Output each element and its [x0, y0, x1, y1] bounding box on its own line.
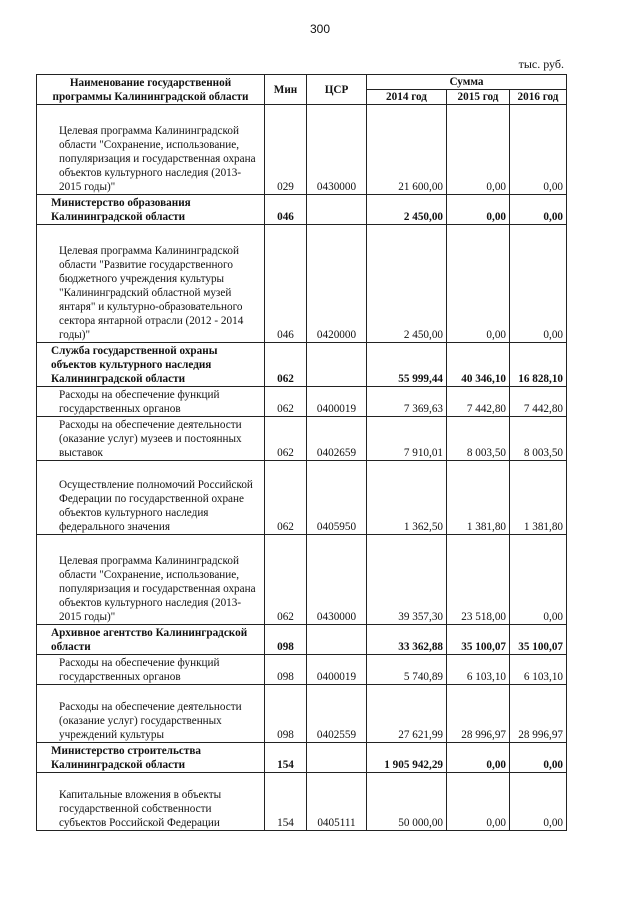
row-min: 062: [265, 343, 307, 387]
row-name: Целевая программа Калининградской области "Сохранение, использование, популяризация и государственная охрана объектов культурного наследия (2013-2015 годы)": [37, 105, 265, 195]
row-2014: 5 740,89: [367, 655, 447, 685]
table-row: [37, 773, 567, 831]
row-2014: 55 999,44: [367, 343, 447, 387]
table-row: [37, 105, 567, 195]
row-2014: 2 450,00: [367, 195, 447, 225]
row-min: 154: [265, 743, 307, 773]
row-2014: 7 910,01: [367, 417, 447, 461]
table-row: [37, 743, 567, 773]
row-csr: 0420000: [307, 225, 367, 343]
row-2014: 39 357,30: [367, 535, 447, 625]
row-2016: 1 381,80: [510, 461, 567, 535]
row-min: 029: [265, 105, 307, 195]
row-min: 046: [265, 225, 307, 343]
row-2016: 16 828,10: [510, 343, 567, 387]
row-2015: 35 100,07: [447, 625, 510, 655]
row-min: 046: [265, 195, 307, 225]
table-row: [37, 343, 567, 387]
row-csr: 0430000: [307, 105, 367, 195]
row-csr: [307, 625, 367, 655]
row-2015: 8 003,50: [447, 417, 510, 461]
row-name: Служба государственной охраны объектов культурного наследия Калининградской области: [37, 343, 265, 387]
row-2015: 28 996,97: [447, 685, 510, 743]
row-name: Расходы на обеспечение деятельности (оказание услуг) музеев и постоянных выставок: [37, 417, 265, 461]
row-csr: [307, 743, 367, 773]
row-2016: 0,00: [510, 743, 567, 773]
row-csr: 0402659: [307, 417, 367, 461]
row-csr: [307, 195, 367, 225]
header-min: Мин: [265, 75, 307, 105]
row-min: 062: [265, 461, 307, 535]
row-2014: 33 362,88: [367, 625, 447, 655]
row-name: Расходы на обеспечение функций государственных органов: [37, 387, 265, 417]
row-2015: 6 103,10: [447, 655, 510, 685]
header-sum: Сумма: [367, 75, 567, 90]
row-csr: 0430000: [307, 535, 367, 625]
budget-table: [36, 74, 567, 831]
table-row: [37, 535, 567, 625]
row-name: Капитальные вложения в объекты государственной собственности субъектов Российской Федерации: [37, 773, 265, 831]
row-2016: 6 103,10: [510, 655, 567, 685]
table-row: [37, 685, 567, 743]
row-2015: 0,00: [447, 743, 510, 773]
units-label: тыс. руб.: [518, 57, 564, 71]
table-row: [37, 225, 567, 343]
row-2015: 7 442,80: [447, 387, 510, 417]
row-min: 098: [265, 685, 307, 743]
header-csr: ЦСР: [307, 75, 367, 105]
row-2016: 0,00: [510, 105, 567, 195]
row-2015: 0,00: [447, 195, 510, 225]
row-2014: 2 450,00: [367, 225, 447, 343]
row-name: Министерство строительства Калининградской области: [37, 743, 265, 773]
row-csr: 0405950: [307, 461, 367, 535]
row-2015: 0,00: [447, 225, 510, 343]
table-row: [37, 461, 567, 535]
row-min: 154: [265, 773, 307, 831]
header-2015: 2015 год: [447, 90, 510, 105]
row-2014: 21 600,00: [367, 105, 447, 195]
row-csr: 0405111: [307, 773, 367, 831]
table-row: [37, 387, 567, 417]
header-name: Наименование государственной программы Калининградской области: [37, 75, 265, 105]
row-2014: 27 621,99: [367, 685, 447, 743]
row-csr: 0402559: [307, 685, 367, 743]
row-2016: 0,00: [510, 225, 567, 343]
page-number: 300: [309, 22, 331, 36]
row-2015: 1 381,80: [447, 461, 510, 535]
row-2014: 1 362,50: [367, 461, 447, 535]
table-row: [37, 655, 567, 685]
row-name: Целевая программа Калининградской области "Сохранение, использование, популяризация и государственная охрана объектов культурного наследия (2013-2015 годы)": [37, 535, 265, 625]
row-2016: 0,00: [510, 535, 567, 625]
row-2014: 7 369,63: [367, 387, 447, 417]
row-2016: 35 100,07: [510, 625, 567, 655]
table-row: [37, 195, 567, 225]
row-min: 062: [265, 387, 307, 417]
row-2016: 8 003,50: [510, 417, 567, 461]
row-csr: 0400019: [307, 655, 367, 685]
row-2015: 0,00: [447, 773, 510, 831]
row-min: 062: [265, 535, 307, 625]
row-name: Осуществление полномочий Российской Федерации по государственной охране объектов культурного наследия федерального значения: [37, 461, 265, 535]
row-2014: 1 905 942,29: [367, 743, 447, 773]
row-min: 062: [265, 417, 307, 461]
table-row: [37, 625, 567, 655]
row-2016: 28 996,97: [510, 685, 567, 743]
row-min: 098: [265, 655, 307, 685]
row-2014: 50 000,00: [367, 773, 447, 831]
row-2015: 40 346,10: [447, 343, 510, 387]
row-name: Расходы на обеспечение деятельности (оказание услуг) государственных учреждений культуры: [37, 685, 265, 743]
row-name: Целевая программа Калининградской области "Развитие государственного бюджетного учреждения культуры "Калининградский областной музей янтаря" и культурно-образовательного сектора янтарной отрасли (2012 - 2014 годы)": [37, 225, 265, 343]
row-name: Министерство образования Калининградской области: [37, 195, 265, 225]
header-2014: 2014 год: [367, 90, 447, 105]
header-2016: 2016 год: [510, 90, 567, 105]
row-csr: 0400019: [307, 387, 367, 417]
row-min: 098: [265, 625, 307, 655]
row-2016: 0,00: [510, 195, 567, 225]
row-2015: 0,00: [447, 105, 510, 195]
row-name: Расходы на обеспечение функций государственных органов: [37, 655, 265, 685]
row-2016: 7 442,80: [510, 387, 567, 417]
row-name: Архивное агентство Калининградской области: [37, 625, 265, 655]
row-csr: [307, 343, 367, 387]
row-2016: 0,00: [510, 773, 567, 831]
table-row: [37, 417, 567, 461]
row-2015: 23 518,00: [447, 535, 510, 625]
